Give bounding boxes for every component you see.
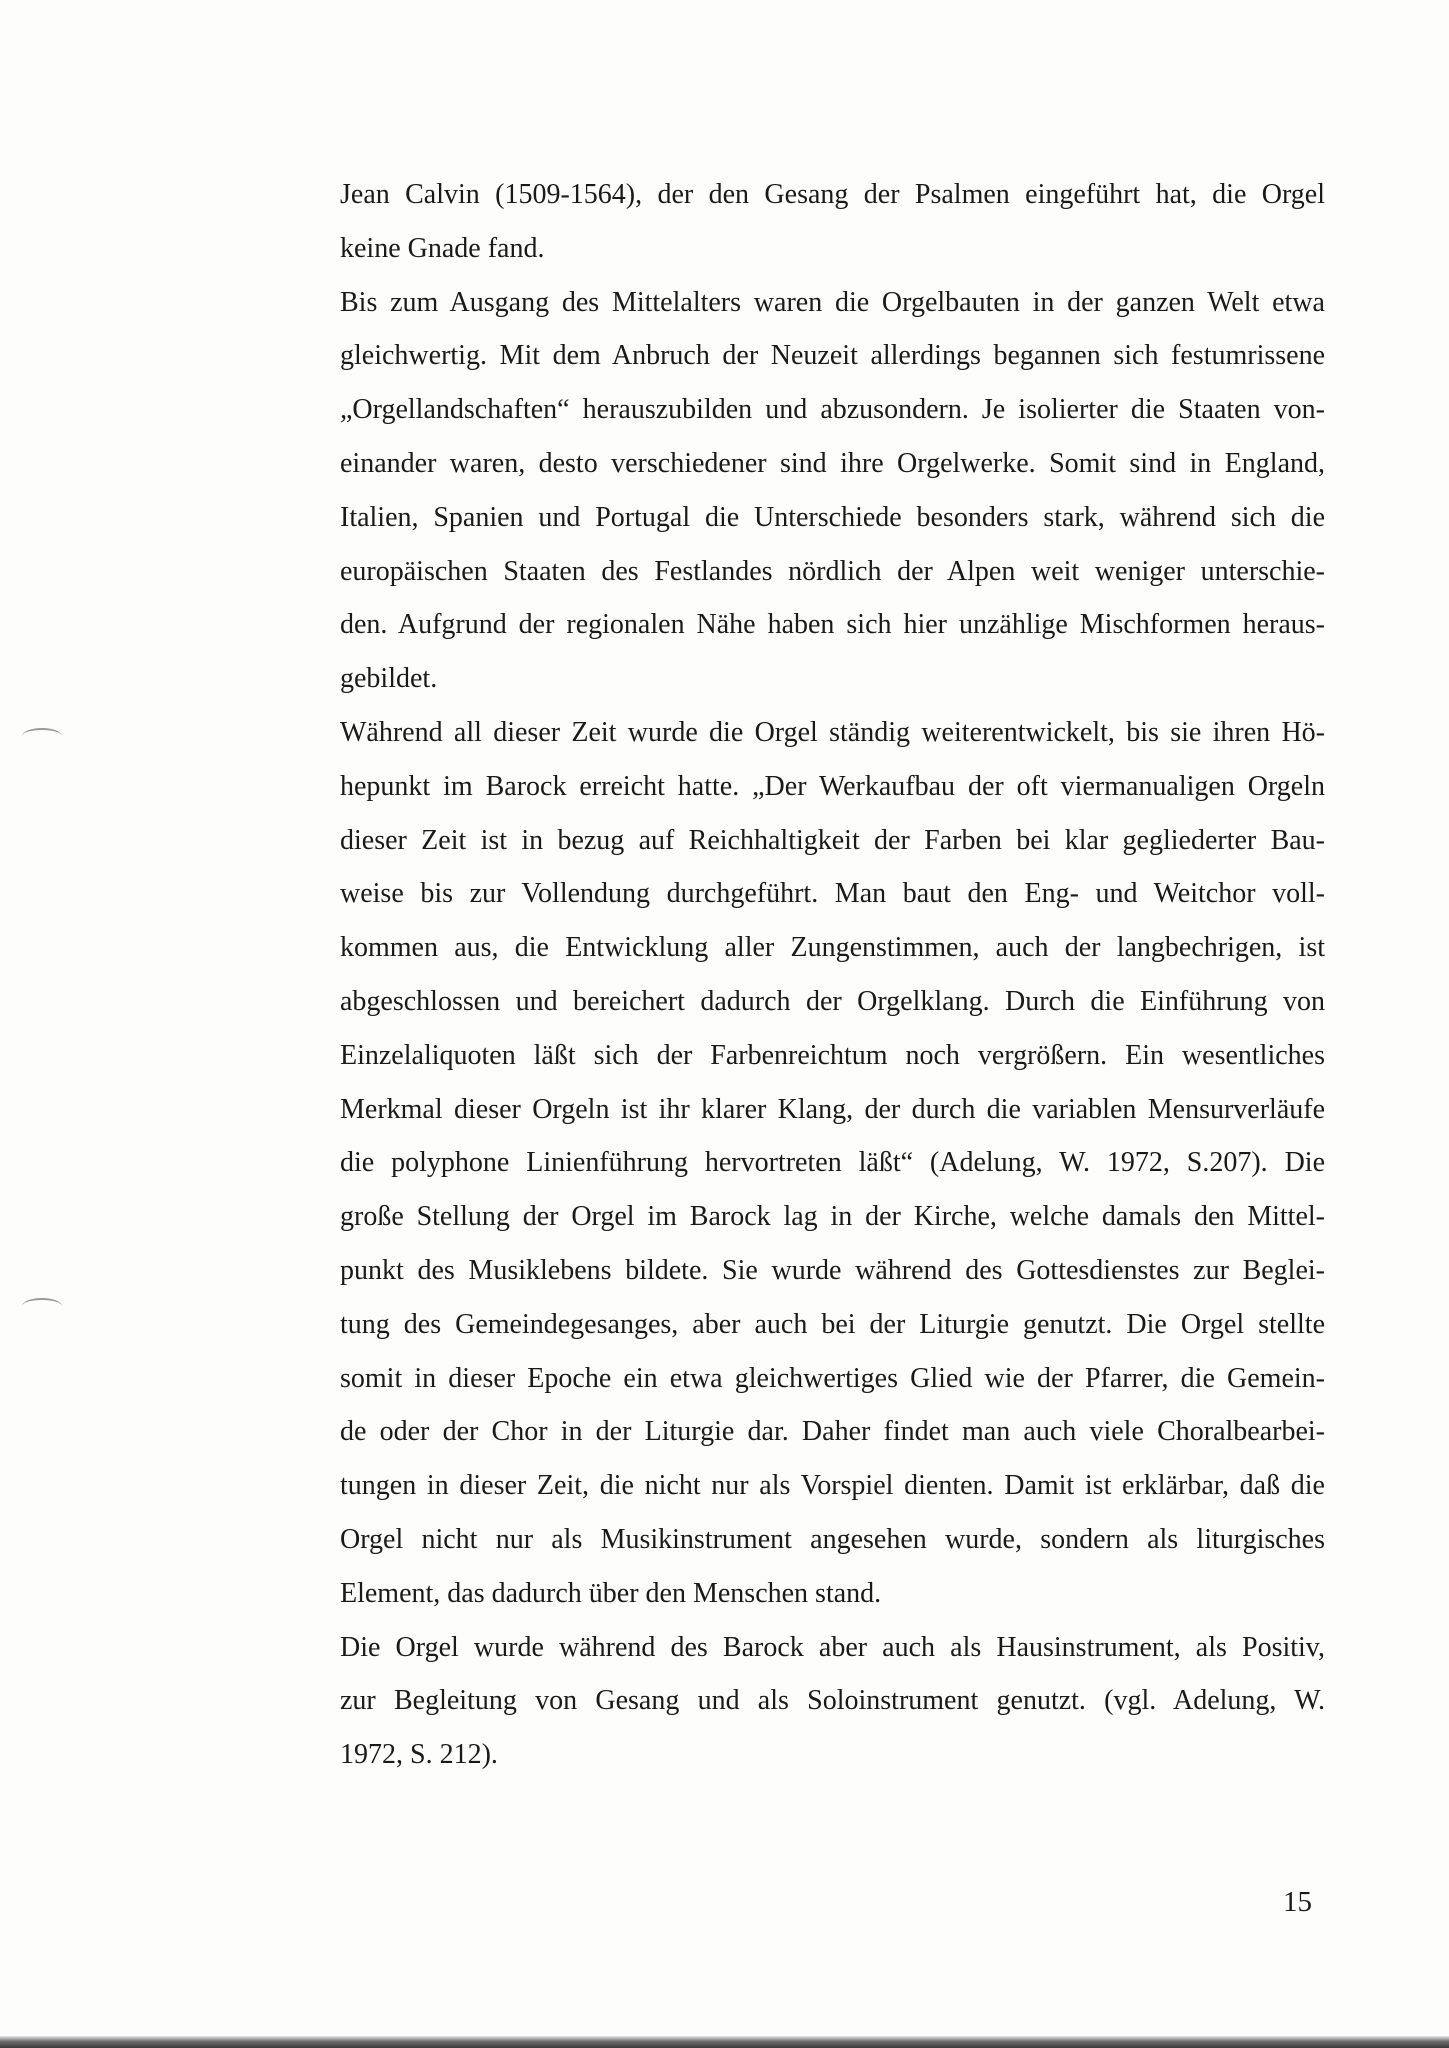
text-line: Merkmal dieser Orgeln ist ihr klarer Klang, der durch die variablen Mensurverläufe <box>340 1093 1325 1125</box>
text-line: hepunkt im Barock erreicht hatte. „Der Werkaufbau der oft viermanualigen Orgeln <box>340 770 1325 802</box>
text-line: „Orgellandschaften“ herauszubilden und abzusondern. Je isolierter die Staaten von- <box>340 394 1325 426</box>
text-line: abgeschlossen und bereichert dadurch der Orgelklang. Durch die Einführung von <box>340 985 1325 1017</box>
text-line: somit in dieser Epoche ein etwa gleichwertiges Glied wie der Pfarrer, die Gemein- <box>340 1362 1325 1394</box>
text-line: Jean Calvin (1509-1564), der den Gesang der Psalmen eingeführt hat, die Orgel <box>340 179 1325 210</box>
text-line: gleichwertig. Mit dem Anbruch der Neuzeit allerdings begannen sich festumrissene <box>340 340 1325 372</box>
text-line: tungen in dieser Zeit, die nicht nur als Vorspiel dienten. Damit ist erklärbar, daß die <box>340 1470 1325 1502</box>
text-line: Element, das dadurch über den Menschen stand. <box>340 1577 882 1609</box>
text-line: den. Aufgrund der regionalen Nähe haben sich hier unzählige Mischformen heraus- <box>340 609 1325 641</box>
page-number: 15 <box>1283 1886 1312 1918</box>
text-line: Die Orgel wurde während des Barock aber auch als Hausinstrument, als Positiv, <box>340 1631 1325 1663</box>
margin-mark <box>22 728 62 744</box>
text-line: weise bis zur Vollendung durchgeführt. Man baut den Eng- und Weitchor voll- <box>340 878 1325 910</box>
text-line: de oder der Chor in der Liturgie dar. Daher findet man auch viele Choralbearbei- <box>340 1416 1325 1448</box>
text-line: tung des Gemeindegesanges, aber auch bei der Liturgie genutzt. Die Orgel stellte <box>340 1308 1325 1340</box>
text-line: die polyphone Linienführung hervortreten läßt“ (Adelung, W. 1972, S.207). Die <box>340 1147 1325 1179</box>
margin-mark <box>22 1298 62 1314</box>
text-line: Bis zum Ausgang des Mittelalters waren die Orgelbauten in der ganzen Welt etwa <box>340 286 1325 318</box>
body-text <box>340 168 1325 1782</box>
text-line: keine Gnade fand. <box>340 232 545 264</box>
text-line: gebildet. <box>340 663 438 695</box>
text-line: Während all dieser Zeit wurde die Orgel ständig weiterentwickelt, bis sie ihren Hö- <box>340 716 1325 748</box>
text-line: einander waren, desto verschiedener sind ihre Orgelwerke. Somit sind in England, <box>340 447 1325 479</box>
text-line: dieser Zeit ist in bezug auf Reichhaltigkeit der Farben bei klar gegliederter Bau- <box>340 824 1325 856</box>
text-line: Orgel nicht nur als Musikinstrument angesehen wurde, sondern als liturgisches <box>340 1523 1325 1555</box>
scan-edge <box>0 2036 1449 2048</box>
text-line: 1972, S. 212). <box>340 1739 498 1771</box>
text-line: punkt des Musiklebens bildete. Sie wurde während des Gottesdienstes zur Beglei- <box>340 1254 1325 1286</box>
text-line: kommen aus, die Entwicklung aller Zungenstimmen, auch der langbechrigen, ist <box>340 932 1325 964</box>
text-line: Einzelaliquoten läßt sich der Farbenreichtum noch vergrößern. Ein wesentliches <box>340 1039 1325 1071</box>
text-line: europäischen Staaten des Festlandes nördlich der Alpen weit weniger unterschie- <box>340 555 1325 587</box>
text-line: Italien, Spanien und Portugal die Unterschiede besonders stark, während sich die <box>340 501 1325 533</box>
text-line: große Stellung der Orgel im Barock lag in der Kirche, welche damals den Mittel- <box>340 1201 1325 1233</box>
text-line: zur Begleitung von Gesang und als Soloinstrument genutzt. (vgl. Adelung, W. <box>340 1685 1325 1717</box>
